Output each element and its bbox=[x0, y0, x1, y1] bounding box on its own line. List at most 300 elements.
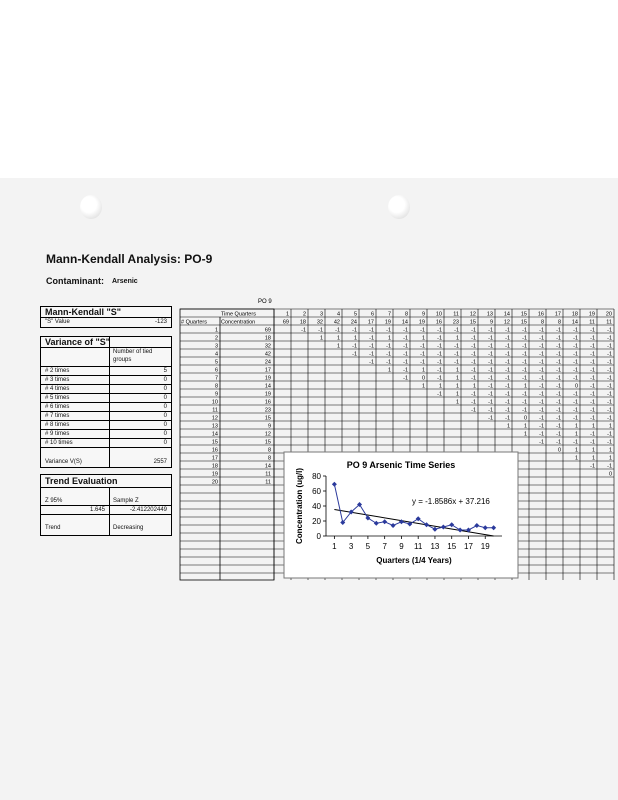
tie-count-value: 0 bbox=[163, 440, 167, 446]
sign-cell: -1 bbox=[590, 463, 595, 470]
concentration-header: 24 bbox=[350, 319, 357, 326]
sign-cell: -1 bbox=[573, 391, 578, 398]
quarter-concentration: 24 bbox=[264, 359, 271, 366]
concentration-header: 15 bbox=[520, 319, 527, 326]
sign-cell: -1 bbox=[573, 335, 578, 342]
sign-cell: 1 bbox=[506, 423, 510, 430]
tie-count-value: 0 bbox=[163, 386, 167, 392]
sign-cell: 1 bbox=[574, 447, 578, 454]
contaminant-value: Arsenic bbox=[112, 278, 138, 285]
sign-cell: 1 bbox=[574, 455, 578, 462]
sign-cell: -1 bbox=[471, 407, 476, 414]
sign-cell: 1 bbox=[336, 335, 340, 342]
sign-cell: -1 bbox=[556, 375, 561, 382]
trend-label: Trend bbox=[45, 525, 61, 531]
time-quarter-header: 2 bbox=[302, 311, 306, 318]
z95-label: Z 95% bbox=[45, 498, 63, 504]
sign-cell: 1 bbox=[387, 335, 391, 342]
y-tick-label: 40 bbox=[312, 502, 321, 511]
time-quarter-header: 7 bbox=[387, 311, 391, 318]
sign-cell: -1 bbox=[386, 359, 391, 366]
sign-cell: -1 bbox=[607, 415, 612, 422]
quarter-concentration: 17 bbox=[264, 367, 271, 374]
tied-groups-header: Number of tied groups bbox=[113, 349, 153, 363]
x-tick-label: 17 bbox=[464, 542, 473, 551]
sign-cell: -1 bbox=[573, 375, 578, 382]
sign-cell: -1 bbox=[556, 423, 561, 430]
tie-count-value: 0 bbox=[163, 404, 167, 410]
sign-cell: -1 bbox=[539, 343, 544, 350]
tie-count-label: # 6 times bbox=[45, 404, 70, 410]
sign-cell: -1 bbox=[573, 359, 578, 366]
quarter-number: 12 bbox=[211, 415, 218, 422]
quarter-number: 15 bbox=[211, 439, 218, 446]
time-quarter-header: 19 bbox=[588, 311, 595, 318]
sign-cell: 1 bbox=[455, 335, 459, 342]
sign-cell: -1 bbox=[539, 351, 544, 358]
quarter-concentration: 11 bbox=[265, 471, 271, 478]
trend-title: Trend Evaluation bbox=[45, 476, 118, 486]
sign-cell: -1 bbox=[386, 351, 391, 358]
x-tick-label: 13 bbox=[430, 542, 440, 551]
sign-cell: -1 bbox=[505, 415, 510, 422]
sign-cell: -1 bbox=[488, 359, 493, 366]
quarter-concentration: 12 bbox=[264, 431, 271, 438]
sign-cell: -1 bbox=[471, 399, 476, 406]
y-tick-label: 60 bbox=[312, 487, 321, 496]
sign-cell: -1 bbox=[539, 423, 544, 430]
quarter-number: 18 bbox=[211, 463, 218, 470]
z95-value: 1.645 bbox=[89, 507, 105, 513]
sign-cell: -1 bbox=[403, 359, 408, 366]
sign-cell: -1 bbox=[505, 351, 510, 358]
sign-cell: -1 bbox=[488, 351, 493, 358]
sign-cell: -1 bbox=[522, 375, 527, 382]
tie-count-value: 0 bbox=[163, 422, 167, 428]
time-quarter-header: 17 bbox=[554, 311, 561, 318]
tie-count-label: # 5 times bbox=[45, 395, 70, 401]
sign-cell: -1 bbox=[437, 391, 442, 398]
sign-cell: -1 bbox=[556, 343, 561, 350]
sign-cell: -1 bbox=[539, 415, 544, 422]
concentration-header: 11 bbox=[589, 319, 595, 326]
sign-cell: -1 bbox=[522, 327, 527, 334]
sign-cell: -1 bbox=[539, 367, 544, 374]
quarter-number: 20 bbox=[211, 479, 218, 486]
sign-cell: -1 bbox=[369, 335, 374, 342]
sign-cell: -1 bbox=[352, 327, 357, 334]
sign-cell: -1 bbox=[420, 343, 425, 350]
sample-z-value: -2.412202449 bbox=[129, 507, 167, 513]
quarter-concentration: 15 bbox=[264, 415, 271, 422]
time-quarter-header: 9 bbox=[421, 311, 425, 318]
mk-s-label: "S" Value bbox=[45, 319, 70, 325]
trend-value: Decreasing bbox=[113, 525, 144, 531]
sign-cell: -1 bbox=[573, 439, 578, 446]
sign-cell: -1 bbox=[335, 327, 340, 334]
sign-cell: -1 bbox=[437, 343, 442, 350]
time-quarter-header: 4 bbox=[336, 311, 340, 318]
sign-cell: 1 bbox=[608, 447, 612, 454]
concentration-header: 8 bbox=[540, 319, 544, 326]
sign-cell: -1 bbox=[573, 367, 578, 374]
sign-cell: 1 bbox=[455, 383, 459, 390]
sign-cell: 1 bbox=[591, 423, 595, 430]
sign-cell: -1 bbox=[454, 359, 459, 366]
time-quarter-header: 15 bbox=[520, 311, 527, 318]
sign-cell: -1 bbox=[607, 343, 612, 350]
sign-cell: 1 bbox=[336, 343, 340, 350]
sign-cell: -1 bbox=[471, 375, 476, 382]
sign-cell: -1 bbox=[539, 375, 544, 382]
sign-cell: -1 bbox=[607, 335, 612, 342]
sign-cell: -1 bbox=[590, 415, 595, 422]
sign-cell: -1 bbox=[301, 327, 306, 334]
sign-cell: -1 bbox=[386, 327, 391, 334]
quarter-number: 19 bbox=[211, 471, 218, 478]
sign-cell: 1 bbox=[421, 367, 425, 374]
sign-cell: -1 bbox=[352, 351, 357, 358]
quarter-number: 7 bbox=[214, 375, 218, 382]
quarter-number: 3 bbox=[214, 343, 218, 350]
y-tick-label: 20 bbox=[312, 517, 321, 526]
sign-cell: -1 bbox=[573, 399, 578, 406]
sign-cell: -1 bbox=[607, 431, 612, 438]
sign-cell: -1 bbox=[607, 383, 612, 390]
sign-cell: 1 bbox=[421, 383, 425, 390]
sign-cell: -1 bbox=[437, 335, 442, 342]
sign-cell: -1 bbox=[556, 351, 561, 358]
tie-count-value: 5 bbox=[163, 368, 167, 374]
time-quarter-header: 1 bbox=[285, 311, 289, 318]
time-quarter-header: 14 bbox=[503, 311, 510, 318]
sign-cell: -1 bbox=[488, 343, 493, 350]
sign-cell: -1 bbox=[369, 359, 374, 366]
sample-z-label: Sample Z bbox=[113, 498, 139, 504]
sign-cell: -1 bbox=[488, 407, 493, 414]
sign-cell: 0 bbox=[421, 375, 425, 382]
quarter-number: 4 bbox=[214, 351, 218, 358]
quarter-concentration: 23 bbox=[264, 407, 271, 414]
sign-cell: -1 bbox=[403, 327, 408, 334]
sign-cell: 1 bbox=[591, 455, 595, 462]
concentration-header: 32 bbox=[316, 319, 323, 326]
quarter-number: 2 bbox=[214, 335, 218, 342]
sign-cell: -1 bbox=[590, 383, 595, 390]
sign-cell: -1 bbox=[539, 439, 544, 446]
quarter-number: 17 bbox=[211, 455, 218, 462]
quarter-concentration: 8 bbox=[267, 455, 271, 462]
sign-cell: -1 bbox=[318, 327, 323, 334]
quarter-concentration: 19 bbox=[264, 375, 271, 382]
quarter-concentration: 14 bbox=[264, 383, 271, 390]
sign-cell: -1 bbox=[505, 327, 510, 334]
quarters-count-label: # Quarters bbox=[181, 319, 207, 326]
sign-cell: -1 bbox=[471, 391, 476, 398]
sign-cell: -1 bbox=[488, 327, 493, 334]
x-tick-label: 15 bbox=[447, 542, 457, 551]
chart-title: PO 9 Arsenic Time Series bbox=[346, 460, 456, 470]
quarter-concentration: 69 bbox=[264, 327, 271, 334]
concentration-header: 14 bbox=[401, 319, 408, 326]
concentration-header: 9 bbox=[489, 319, 493, 326]
sign-cell: 1 bbox=[608, 455, 612, 462]
quarter-concentration: 11 bbox=[265, 479, 271, 486]
sign-cell: -1 bbox=[437, 367, 442, 374]
sign-cell: -1 bbox=[522, 343, 527, 350]
sign-cell: -1 bbox=[505, 407, 510, 414]
page-title: Mann-Kendall Analysis: PO-9 bbox=[46, 252, 213, 266]
sign-cell: -1 bbox=[403, 375, 408, 382]
quarter-number: 10 bbox=[211, 399, 218, 406]
sign-cell: -1 bbox=[556, 327, 561, 334]
quarter-concentration: 18 bbox=[264, 335, 271, 342]
sign-cell: -1 bbox=[590, 431, 595, 438]
sign-cell: -1 bbox=[539, 383, 544, 390]
sign-cell: -1 bbox=[471, 343, 476, 350]
mk-s-title: Mann-Kendall "S" bbox=[45, 307, 122, 317]
tie-count-label: # 9 times bbox=[45, 431, 70, 437]
sign-cell: -1 bbox=[420, 327, 425, 334]
concentration-label: Concentration bbox=[221, 319, 256, 326]
y-tick-label: 0 bbox=[316, 532, 321, 541]
x-tick-label: 7 bbox=[382, 542, 387, 551]
sign-cell: 0 bbox=[608, 471, 612, 478]
sign-cell: -1 bbox=[539, 391, 544, 398]
sign-cell: -1 bbox=[505, 399, 510, 406]
sign-cell: -1 bbox=[403, 343, 408, 350]
sign-cell: -1 bbox=[573, 415, 578, 422]
sign-cell: -1 bbox=[454, 351, 459, 358]
quarter-number: 16 bbox=[211, 447, 218, 454]
sign-cell: -1 bbox=[556, 335, 561, 342]
concentration-header: 15 bbox=[469, 319, 476, 326]
quarter-concentration: 9 bbox=[267, 423, 271, 430]
sign-cell: -1 bbox=[505, 359, 510, 366]
sign-cell: -1 bbox=[556, 439, 561, 446]
sign-cell: -1 bbox=[590, 351, 595, 358]
sign-cell: -1 bbox=[505, 391, 510, 398]
sign-cell: -1 bbox=[471, 367, 476, 374]
sign-cell: -1 bbox=[539, 359, 544, 366]
quarter-concentration: 19 bbox=[264, 391, 271, 398]
sign-cell: -1 bbox=[573, 327, 578, 334]
quarter-concentration: 14 bbox=[264, 463, 271, 470]
quarter-concentration: 8 bbox=[267, 447, 271, 454]
sign-cell: -1 bbox=[556, 391, 561, 398]
quarter-number: 14 bbox=[211, 431, 218, 438]
sign-cell: -1 bbox=[539, 407, 544, 414]
concentration-header: 23 bbox=[452, 319, 459, 326]
time-quarters-label: Time Quarters bbox=[221, 311, 256, 318]
sign-cell: 1 bbox=[455, 375, 459, 382]
sign-cell: -1 bbox=[590, 407, 595, 414]
concentration-header: 11 bbox=[606, 319, 612, 326]
sign-cell: -1 bbox=[403, 335, 408, 342]
sign-cell: 1 bbox=[591, 447, 595, 454]
sign-cell: -1 bbox=[556, 359, 561, 366]
concentration-header: 19 bbox=[418, 319, 425, 326]
concentration-header: 19 bbox=[384, 319, 391, 326]
contaminant-label: Contaminant: bbox=[46, 276, 104, 286]
time-quarter-header: 6 bbox=[370, 311, 374, 318]
sign-cell: -1 bbox=[488, 415, 493, 422]
sign-cell: 1 bbox=[455, 367, 459, 374]
concentration-header: 17 bbox=[367, 319, 374, 326]
y-tick-label: 80 bbox=[312, 472, 321, 481]
time-quarter-header: 13 bbox=[486, 311, 493, 318]
sign-cell: -1 bbox=[590, 343, 595, 350]
sign-cell: 1 bbox=[523, 431, 527, 438]
sign-cell: -1 bbox=[505, 343, 510, 350]
sign-cell: -1 bbox=[607, 367, 612, 374]
tie-count-value: 0 bbox=[163, 395, 167, 401]
concentration-header: 16 bbox=[435, 319, 442, 326]
sign-cell: -1 bbox=[539, 335, 544, 342]
x-tick-label: 5 bbox=[365, 542, 371, 551]
x-tick-label: 11 bbox=[414, 542, 423, 551]
concentration-header: 14 bbox=[571, 319, 578, 326]
sign-cell: -1 bbox=[607, 375, 612, 382]
sign-cell: -1 bbox=[488, 391, 493, 398]
sign-cell: -1 bbox=[522, 367, 527, 374]
sign-cell: -1 bbox=[488, 375, 493, 382]
sign-cell: -1 bbox=[369, 327, 374, 334]
sign-cell: -1 bbox=[607, 351, 612, 358]
sign-cell: -1 bbox=[556, 407, 561, 414]
quarter-concentration: 42 bbox=[264, 351, 271, 358]
sign-cell: -1 bbox=[437, 327, 442, 334]
sign-cell: -1 bbox=[556, 399, 561, 406]
sign-cell: -1 bbox=[505, 335, 510, 342]
sign-cell: -1 bbox=[505, 383, 510, 390]
sign-cell: -1 bbox=[607, 439, 612, 446]
tie-count-value: 0 bbox=[163, 431, 167, 437]
sign-cell: 1 bbox=[523, 423, 527, 430]
sign-cell: 1 bbox=[387, 367, 391, 374]
time-quarter-header: 12 bbox=[469, 311, 476, 318]
sign-cell: -1 bbox=[369, 351, 374, 358]
sign-cell: -1 bbox=[420, 351, 425, 358]
time-quarter-header: 20 bbox=[605, 311, 612, 318]
quarter-number: 8 bbox=[214, 383, 218, 390]
tie-count-label: # 2 times bbox=[45, 368, 70, 374]
sign-cell: -1 bbox=[522, 399, 527, 406]
variance-title: Variance of "S" bbox=[45, 337, 111, 347]
sign-cell: -1 bbox=[403, 367, 408, 374]
quarter-number: 11 bbox=[212, 407, 218, 414]
sign-cell: 0 bbox=[574, 383, 578, 390]
time-quarter-header: 10 bbox=[435, 311, 442, 318]
sign-cell: 0 bbox=[557, 447, 561, 454]
sign-cell: -1 bbox=[590, 391, 595, 398]
sign-cell: -1 bbox=[573, 343, 578, 350]
time-quarter-header: 11 bbox=[453, 311, 459, 318]
concentration-header: 8 bbox=[557, 319, 561, 326]
sign-cell: -1 bbox=[539, 399, 544, 406]
sign-cell: 1 bbox=[455, 399, 459, 406]
quarter-concentration: 15 bbox=[264, 439, 271, 446]
sign-cell: -1 bbox=[607, 391, 612, 398]
quarter-number: 5 bbox=[214, 359, 218, 366]
time-quarter-header: 16 bbox=[537, 311, 544, 318]
sign-cell: -1 bbox=[573, 407, 578, 414]
sign-cell: 1 bbox=[438, 383, 442, 390]
quarter-number: 6 bbox=[214, 367, 218, 374]
sign-cell: -1 bbox=[437, 351, 442, 358]
x-tick-label: 9 bbox=[399, 542, 404, 551]
y-axis-label: Concentration (ug/l) bbox=[295, 468, 304, 544]
x-tick-label: 3 bbox=[348, 542, 354, 551]
sign-cell: -1 bbox=[590, 335, 595, 342]
concentration-header: 12 bbox=[503, 319, 510, 326]
sign-cell: 1 bbox=[319, 335, 323, 342]
tie-count-label: # 3 times bbox=[45, 377, 70, 383]
sign-cell: -1 bbox=[471, 359, 476, 366]
tie-count-label: # 8 times bbox=[45, 422, 70, 428]
sign-cell: -1 bbox=[590, 367, 595, 374]
time-quarter-header: 18 bbox=[571, 311, 578, 318]
sign-cell: -1 bbox=[556, 415, 561, 422]
tie-count-value: 0 bbox=[163, 413, 167, 419]
sign-cell: -1 bbox=[556, 367, 561, 374]
sign-cell: -1 bbox=[607, 407, 612, 414]
sign-cell: -1 bbox=[556, 431, 561, 438]
sign-cell: -1 bbox=[607, 327, 612, 334]
variance-vs-value: 2557 bbox=[153, 459, 167, 465]
tie-count-label: # 10 times bbox=[45, 440, 73, 446]
x-axis-label: Quarters (1/4 Years) bbox=[376, 556, 452, 565]
sign-cell: -1 bbox=[522, 335, 527, 342]
sign-cell: -1 bbox=[590, 439, 595, 446]
sign-cell: 1 bbox=[574, 423, 578, 430]
sign-cell: -1 bbox=[454, 343, 459, 350]
sign-cell: -1 bbox=[522, 351, 527, 358]
sign-cell: -1 bbox=[471, 351, 476, 358]
sign-cell: -1 bbox=[590, 375, 595, 382]
sign-cell: -1 bbox=[471, 335, 476, 342]
sign-cell: -1 bbox=[607, 399, 612, 406]
sign-cell: -1 bbox=[573, 351, 578, 358]
sign-cell: 1 bbox=[574, 431, 578, 438]
sign-cell: -1 bbox=[522, 359, 527, 366]
quarter-number: 9 bbox=[214, 391, 218, 398]
mk-s-value: -123 bbox=[154, 319, 167, 325]
sign-cell: 1 bbox=[421, 335, 425, 342]
time-quarter-header: 5 bbox=[353, 311, 357, 318]
sign-cell: -1 bbox=[488, 383, 493, 390]
sign-cell: -1 bbox=[505, 367, 510, 374]
sign-cell: -1 bbox=[607, 463, 612, 470]
quarter-number: 13 bbox=[211, 423, 218, 430]
time-quarter-header: 3 bbox=[319, 311, 323, 318]
sign-cell: 1 bbox=[608, 423, 612, 430]
tie-count-value: 0 bbox=[163, 377, 167, 383]
sign-cell: -1 bbox=[556, 383, 561, 390]
sign-cell: -1 bbox=[403, 351, 408, 358]
variance-vs-label: Variance V(S) bbox=[45, 459, 82, 465]
sign-cell: -1 bbox=[369, 343, 374, 350]
sign-cell: -1 bbox=[590, 359, 595, 366]
concentration-header: 42 bbox=[333, 319, 340, 326]
sign-cell: 0 bbox=[523, 415, 527, 422]
sign-cell: -1 bbox=[539, 327, 544, 334]
sign-cell: -1 bbox=[505, 375, 510, 382]
x-tick-label: 1 bbox=[332, 542, 337, 551]
sign-cell: -1 bbox=[454, 327, 459, 334]
quarter-concentration: 16 bbox=[264, 399, 271, 406]
sign-cell: -1 bbox=[590, 327, 595, 334]
